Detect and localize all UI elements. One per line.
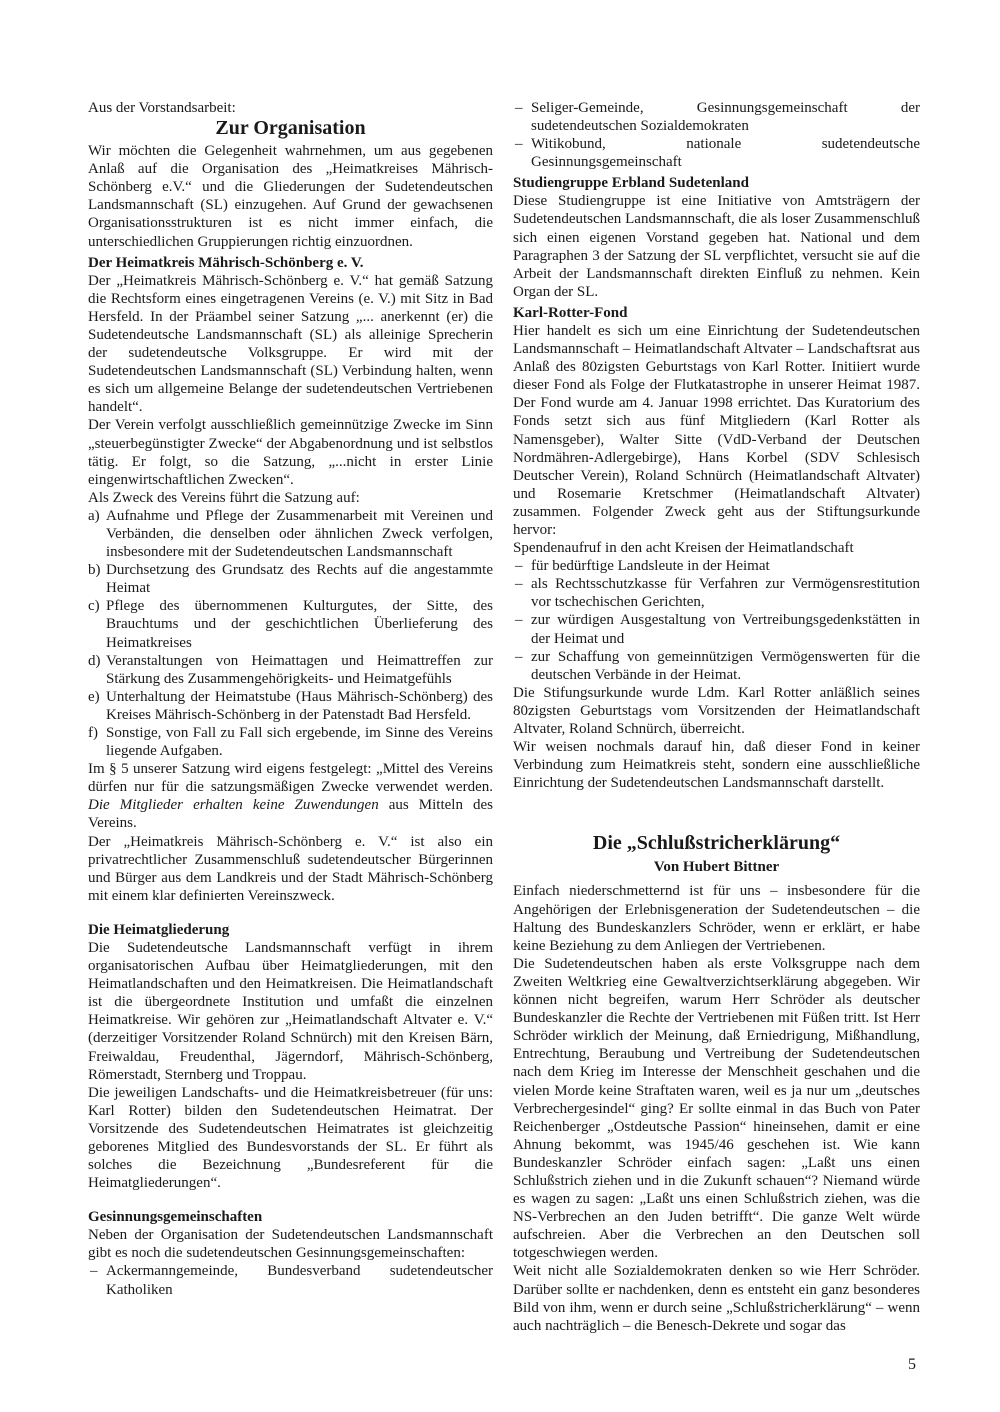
section-heading-heimatkreis: Der Heimatkreis Mährisch-Schönberg e. V. [88, 254, 364, 271]
paragraph: Die Stifungsurkunde wurde Ldm. Karl Rotter anläßlich seines 80zigsten Geburtstags vom Vorsitzenden der Heimatlandschaft Altvater, Roland Schnürch, überreicht. [513, 684, 920, 737]
paragraph: Im § 5 unserer Satzung wird eigens festgelegt: „Mittel des Vereins dürfen nur für die satzungsmäßigen Zwecke verwendet werden. Die Mitglieder erhalten keine Zuwendungen aus Mitteln des Vereins. [88, 761, 494, 832]
list-item: f) Sonstige, von Fall zu Fall sich ergebende, im Sinne des Vereins liegende Aufgaben. [88, 725, 493, 760]
list-item: – Seliger-Gemeinde, Gesinnungsgemeinschaft der sudetendeutschen Sozialdemokraten [513, 99, 920, 135]
list-item: – als Rechtsschutzkasse für Verfahren zur Vermögensrestitution vor tschechischen Gerichten, [513, 575, 920, 611]
paragraph: Einfach niederschmetternd ist für uns – insbesondere für die Angehörigen der Erlebnisgeneration der Sudetendeutschen – die Haltung des Bundeskanzlers Schröder, wenn er erklärt, er habe keine Beziehung zu dem Anliegen der Vertriebenen. [513, 883, 920, 954]
paragraph: Diese Studiengruppe ist eine Initiative von Amtsträgern der Sudetendeutschen Landsmannschaft, die als loser Zusammenschluß sich einen eigenen Vorstand gegeben hat. National und dem Paragraphen 3 der Satzung der SL verpflichtet, versucht sie auf die Arbeit der Landsmannschaft direkten Einfluß zu nehmen. Kein Organ der SL. [513, 193, 920, 300]
byline: Von Hubert Bittner [653, 859, 780, 876]
paragraph: Spendenaufruf in den acht Kreisen der Heimatlandschaft [513, 540, 854, 557]
paragraph: Die jeweiligen Landschafts- und die Heimatkreisbetreuer (für uns: Karl Rotter) bilden den Sudetendeutschen Heimatrat. Der Vorsitzende des Sudetendeutschen Heimatrates ist gleichzeitig geborenes Mitglied des Bundesvorstands der SL. Er führt als solches die Bezeichnung „Bundesreferent für die Heimatgliederungen“. [88, 1084, 493, 1192]
list-item: – zur würdigen Ausgestaltung von Vertreibungsgedenkstätten in der Heimat und [513, 611, 920, 647]
fund-purpose-list [513, 557, 920, 684]
paragraph: Die Sudetendeutsche Landsmannschaft verfügt in ihrem organisatorischen Aufbau über Heimatgliederungen, mit den Heimatlandschaften und den Heimatkreisen. Die Heimatlandschaft ist die übergeordnete Institution und umfaßt die einzelnen Heimatkreise. Wir gehören zur „Heimatlandschaft Altvater e. V.“ (derzeitiger Vorsitzender Roland Schnürch) mit den Kreisen Bärn, Freiwaldau, Freudenthal, Jägerndorf, Mährisch-Schönberg, Römerstadt, Sternberg und Troppau. [88, 939, 493, 1083]
section-heading-studiengruppe: Studiengruppe Erbland Sudetenland [513, 175, 749, 192]
paragraph: Als Zweck des Vereins führt die Satzung auf: [88, 489, 360, 506]
paragraph: Weit nicht alle Sozialdemokraten denken so wie Herr Schröder. Darüber sollte er nachdenken, denn es entsteht ein ganz besonderes Bild von ihm, wenn er durch seine „Schlußstricherklärung“ – wenn auch nachträglich – die Benesch-Dekrete und sogar das [513, 1263, 920, 1334]
section-heading-karl-rotter-fond: Karl-Rotter-Fond [513, 304, 628, 321]
list-item: b) Durchsetzung des Grundsatz des Rechts auf die angestammte Heimat [88, 562, 493, 597]
paragraph: Wir weisen nochmals darauf hin, daß dieser Fond in keiner Verbindung zum Heimatkreis steht, sondern eine ausschließliche Einrichtung der Sudetendeutschen Landsmannschaft darstellt. [513, 739, 920, 792]
intro-paragraph: Wir möchten die Gelegenheit wahrnehmen, um aus gegebenen Anlaß auf die Organisation des „Heimatkreises Mährisch-Schönberg e.V.“ und die Gliederungen der Sudetendeutschen Landsmannschaft (SL) einzugehen. Auf Grund der gewachsenen Organisationsstrukturen ist es nicht immer einfach, die unterschiedlichen Gruppierungen richtig einzuordnen. [88, 143, 493, 250]
purpose-list [88, 507, 493, 760]
community-list-continued [513, 99, 920, 171]
section-heading-heimatgliederung: Die Heimatgliederung [88, 921, 230, 938]
list-item: a) Aufnahme und Pflege der Zusammenarbeit mit Vereinen und Verbänden, die denselben oder ähnlichen Zweck verfolgen, insbesondere mit der Sudetendeutschen Landsmannschaft [88, 507, 493, 561]
article-title-schlussstrich: Die „Schlußstricherklärung“ [592, 832, 841, 855]
list-item: e) Unterhaltung der Heimatstube (Haus Mährisch-Schönberg) des Kreises Mährisch-Schönberg in der Patenstadt Bad Hersfeld. [88, 688, 493, 723]
paragraph: Der „Heimatkreis Mährisch-Schönberg e. V.“ hat gemäß Satzung die Rechtsform eines eingetragenen Vereins (e. V.) mit Sitz in Bad Hersfeld. In der Präambel seiner Satzung „... anerkennt (er) die Sudetendeutsche Landsmannschaft (SL) als alleinige Sprecherin der sudetendeutsche Volksgruppe. Er wird mit der Sudetendeutschen Landsmannschaft (SL) Verbindung halten, wenn es sich um allgemeine Belange der sudetendeutschen Vertriebenen handelt“. [88, 272, 493, 416]
kicker: Aus der Vorstandsarbeit: [88, 100, 236, 116]
list-item: c) Pflege des übernommenen Kulturgutes, der Sitte, des Brauchtums und der geschichtlichen Überlieferung des Heimatkreises [88, 598, 493, 651]
article-title: Zur Organisation [215, 117, 366, 140]
page-number: 5 [908, 1356, 916, 1373]
list-item: d) Veranstaltungen von Heimattagen und Heimattreffen zur Stärkung des Zusammengehörigkeits- und Heimatgefühls [88, 652, 493, 687]
list-item: – zur Schaffung von gemeinnützigen Vermögenswerten für die deutschen Verbände in der Heimat. [513, 648, 920, 684]
list-item: – Witikobund, nationale sudetendeutsche Gesinnungsgemeinschaft [513, 135, 920, 171]
paragraph: Der Verein verfolgt ausschließlich gemeinnützige Zwecke im Sinn „steuerbegünstigter Zwecke“ der Abgabenordnung und ist selbstlos tätig. Er folgt, so die Satzung, „...nicht in erster Linie eingenwirtschaftlichen Zwecken“. [88, 417, 493, 488]
list-item: – für bedürftige Landsleute in der Heimat [513, 557, 920, 575]
left-column [88, 99, 493, 1299]
community-list [88, 1262, 493, 1298]
paragraph: Neben der Organisation der Sudetendeutschen Landsmannschaft gibt es noch die sudetendeutschen Gesinnungsgemeinschaften: [88, 1227, 493, 1262]
section-heading-gesinnungsgemeinschaften: Gesinnungsgemeinschaften [88, 1209, 263, 1226]
paragraph: Der „Heimatkreis Mährisch-Schönberg e. V.“ ist also ein privatrechtlicher Zusammenschluß sudetendeutscher Bürgerinnen und Bürger aus dem Landkreis und der Stadt Mährisch-Schönberg mit einem klar definierten Vereinszweck. [88, 833, 493, 904]
paragraph: Hier handelt es sich um eine Einrichtung der Sudetendeutschen Landsmannschaft – Heimatlandschaft Altvater – Landschaftsrat aus Anlaß des 80zigsten Geburtstags von Karl Rotter. Initiiert wurde dieser Fond als Folge der Flutkatastrophe in unserer Heimat 1987. Der Fond wurde am 4. Januar 1998 errichtet. Das Kuratorium des Fonds setzt sich aus fünf Mitgliedern (Karl Rotter als Namensgeber), Walter Sitte (VdD-Verband der Deutschen Nordmähren-Adlergebirge), Hans Korbel (SDV Schlesisch Deutscher Verein), Roland Schnürch (Heimatlandschaft Altvater) und Rosemarie Kretschmer (Heimatlandschaft Altvater) zusammen. Folgender Zweck geht aus der Stiftungsurkunde hervor: [513, 322, 920, 538]
right-column [513, 99, 920, 1335]
paragraph: Die Sudetendeutschen haben als erste Volksgruppe nach dem Zweiten Weltkrieg eine Gewaltverzichtserklärung abgegeben. Wir können nicht begreifen, warum Herr Schröder als deutscher Bundeskanzler die Rechte der Vertriebenen mit Füßen tritt. Ist Herr Schröder wirklich der Meinung, daß Erniedrigung, Mißhandlung, Entrechtung, Beraubung und Vertreibung der Sudetendeutschen nach dem Krieg im Interesse der Menschheit geschahen und die vielen Morde keine Straftaten waren, weil es ja nur um „deutsches Verbrechergesindel“ ging? Er sollte einmal in das Buch von Pater Reichenberger „Ostdeutsche Passion“ hineinsehen, damit er eine Ahnung bekommt, was 1945/46 geschehen ist. Wie kann Bundeskanzler Schröder einfach sagen: „Laßt uns einen Schlußstrich ziehen und in die Zukunft schauen“? Niemand würde es wagen zu sagen: „Laßt uns einen Schlußstrich ziehen, was die NS-Verbrechen an den Juden betrifft“. Die ganze Welt würde aufschreien. Aber die Verbrechen an den Deutschen soll totgeschwiegen werden. [513, 955, 920, 1262]
list-item: – Ackermanngemeinde, Bundesverband sudetendeutscher Katholiken [88, 1262, 493, 1298]
